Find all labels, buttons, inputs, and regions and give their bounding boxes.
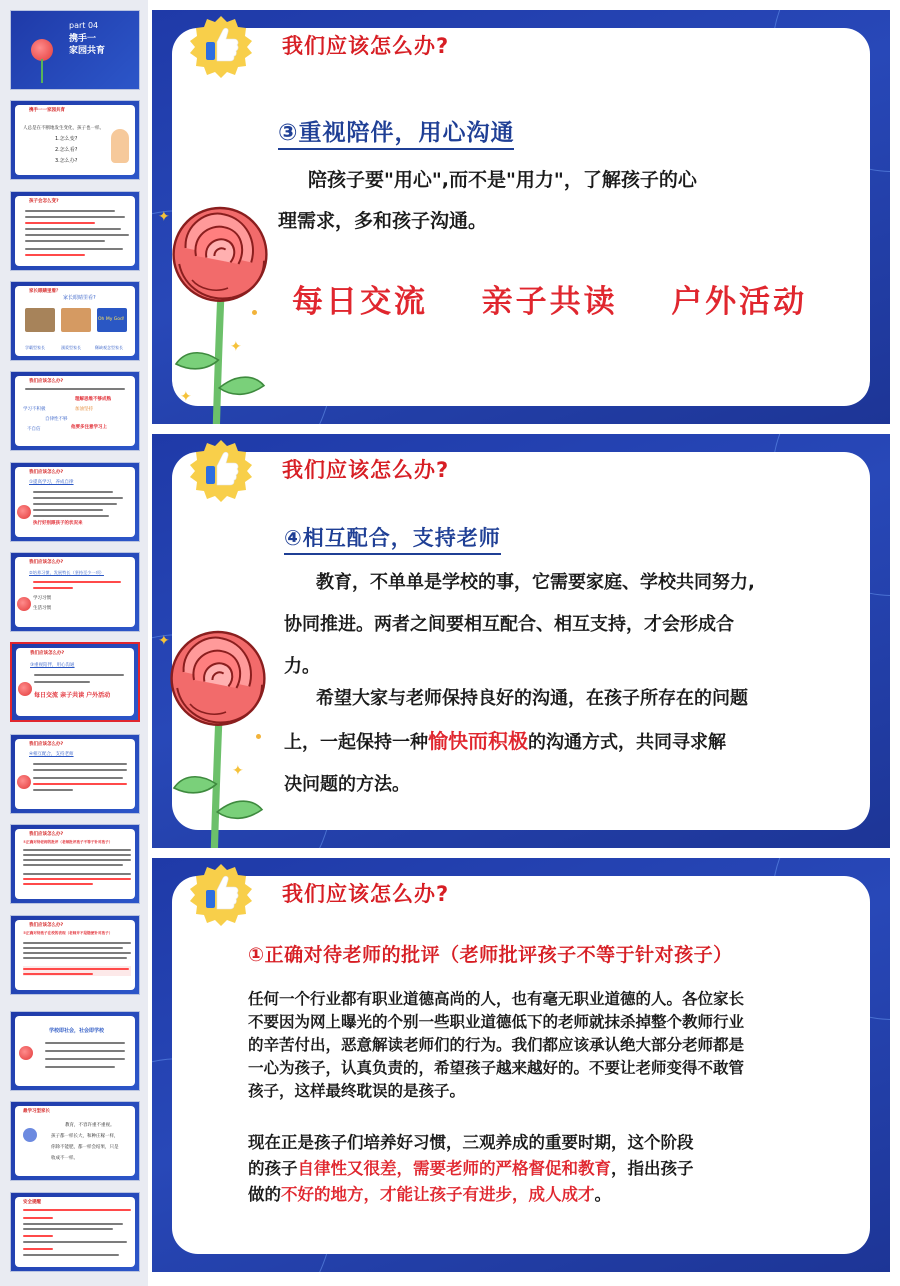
slide-2	[152, 434, 890, 848]
sparkle-icon: ✦	[230, 339, 242, 355]
thumbs-up-badge-icon	[188, 862, 254, 928]
activity-reading: 亲子共读	[481, 284, 618, 320]
slide-thumbnail-4[interactable]: 家长眼睛里看？ 家长眼睛里看? Oh My God! 学霸型家长 溺爱型家长 稀缺观念型家长	[10, 281, 140, 361]
sparkle-icon: ✦	[158, 633, 170, 649]
balloon-icon	[23, 1128, 37, 1142]
photo-books	[25, 308, 55, 332]
body-paragraph: 陪孩子要"用心",而不是"用力"，了解孩子的心 理需求，多和孩子沟通。	[278, 169, 697, 232]
sparkle-icon: ✦	[158, 209, 170, 225]
slide-thumbnail-8[interactable]: 我们应该怎么办? ③重视陪伴，用心沟通 每日交流 亲子共读 户外活动	[10, 642, 140, 722]
slide-thumbnail-12[interactable]: 学校即社会，社会即学校	[10, 1011, 140, 1091]
slide-thumbnail-2[interactable]: 携手一一家园共育 人总是在不断地发生变化，孩子也一样。 1.怎么变? 2.怎么看? 3.怎么办?	[10, 100, 140, 180]
rose-icon	[17, 597, 31, 611]
slide-thumbnail-7[interactable]: 我们应该怎么办? ②培养习惯，发展特长（坚持至少一项） 学习习惯 生活习惯	[10, 552, 140, 632]
little-prince-icon	[111, 129, 129, 163]
rose-icon	[31, 39, 53, 61]
dot-icon	[256, 734, 261, 739]
slide-thumbnail-6[interactable]: 我们应该怎么办? ①提高学习，养成自律 执行好别跟孩子的状况来	[10, 462, 140, 542]
slide-1	[152, 10, 890, 424]
activity-row	[292, 276, 807, 321]
slide-3	[152, 858, 890, 1272]
rose-icon	[17, 775, 31, 789]
rose-illustration-icon	[156, 624, 280, 848]
slide-thumbnail-panel	[0, 0, 148, 1286]
cover-part-label: part 04	[69, 21, 99, 30]
rose-icon	[18, 682, 32, 696]
rose-icon	[19, 1046, 33, 1060]
slide-thumbnail-5[interactable]: 我们应该怎么办? 理解思维不够成熟 学习不积极 加油坚持 自律性不够 不自信 他要多注意学习上	[10, 371, 140, 451]
cover-title: 携手一 家园共育	[69, 34, 106, 56]
slide-thumbnail-10[interactable]: 我们应该怎么办? ①正确对待老师的批评（老师批评孩子不等于针对孩子）	[10, 824, 140, 904]
highlight-text: 不好的地方，才能让孩子有进步，成人成才	[281, 1185, 595, 1204]
highlight-text: 愉快而积极	[428, 729, 528, 753]
section-subhead: ③重视陪伴，用心沟通	[278, 114, 514, 150]
body-paragraph-1: 教育，不单单是学校的事，它需要家庭、学校共同努力, 协同推进。两者之间要相互配合、相互支持，才会形成合 力。	[284, 572, 755, 677]
section-subhead: ④相互配合，支持老师	[284, 522, 501, 555]
activity-daily-talk: 每日交流	[292, 284, 428, 320]
photo-child	[61, 308, 91, 332]
slide-title: 我们应该怎么办?	[282, 882, 450, 906]
rose-icon	[17, 505, 31, 519]
section-subhead: ①正确对待老师的批评（老师批评孩子不等于针对孩子）	[248, 944, 733, 966]
slide-thumbnail-14[interactable]: 安全提醒	[10, 1192, 140, 1272]
highlight-text: 自律性又很差，需要老师的严格督促和教育	[297, 1159, 611, 1178]
dot-icon	[252, 310, 257, 315]
photo-omg: Oh My God!	[97, 308, 127, 332]
slide-title: 我们应该怎么办?	[282, 34, 450, 58]
body-paragraph-1: 任何一个行业都有职业道德高尚的人，也有毫无职业道德的人。各位家长 不要因为网上曝光的个别一些职业道德低下的老师就抹杀掉整个教师行业 的辛苦付出，恶意解读老师们的行为。我们都应该承认绝大部分老师都是 一心为孩子，认真负责的，希望孩子越来越好的。不要让老师变得不敢管 孩子，这样最终耽误的是孩子。	[248, 990, 745, 1100]
stem-icon	[41, 59, 43, 83]
thumbs-up-badge-icon	[188, 14, 254, 80]
sparkle-icon: ✦	[232, 763, 244, 779]
body-paragraph-2: 现在正是孩子们培养好习惯，三观养成的重要时期，这个阶段 的孩子自律性又很差，需要老师的严格督促和教育，指出孩子 做的不好的地方，才能让孩子有进步，成人成才。	[248, 1133, 694, 1204]
slide-thumbnail-9[interactable]: 我们应该怎么办? ④相互配合，支持老师	[10, 734, 140, 814]
sparkle-icon: ✦	[180, 389, 192, 405]
body-paragraph-2: 希望大家与老师保持良好的沟通，在孩子所存在的问题 上，一起保持一种愉快而积极的沟通方式，共同寻求解 决问题的方法。	[284, 688, 748, 795]
slide-thumbnail-1[interactable]	[10, 10, 140, 90]
slide-thumbnail-13[interactable]: 最学习型家长 教育，不容许重不重视。 孩子都一样长大，和种庄稼一样， 你除不能肥，都一样会结果，只是 收成不一样。	[10, 1101, 140, 1181]
slide-title: 我们应该怎么办?	[282, 458, 450, 482]
slide-thumbnail-3[interactable]: 孩子会怎么变?	[10, 191, 140, 271]
activity-outdoor: 户外活动	[671, 284, 808, 320]
thumbs-up-badge-icon	[188, 438, 254, 504]
rose-illustration-icon	[158, 200, 282, 424]
slide-thumbnail-11[interactable]: 我们应该怎么办? ②正确对待孩子在校的表现（老师并不是随便针对孩子）	[10, 915, 140, 995]
